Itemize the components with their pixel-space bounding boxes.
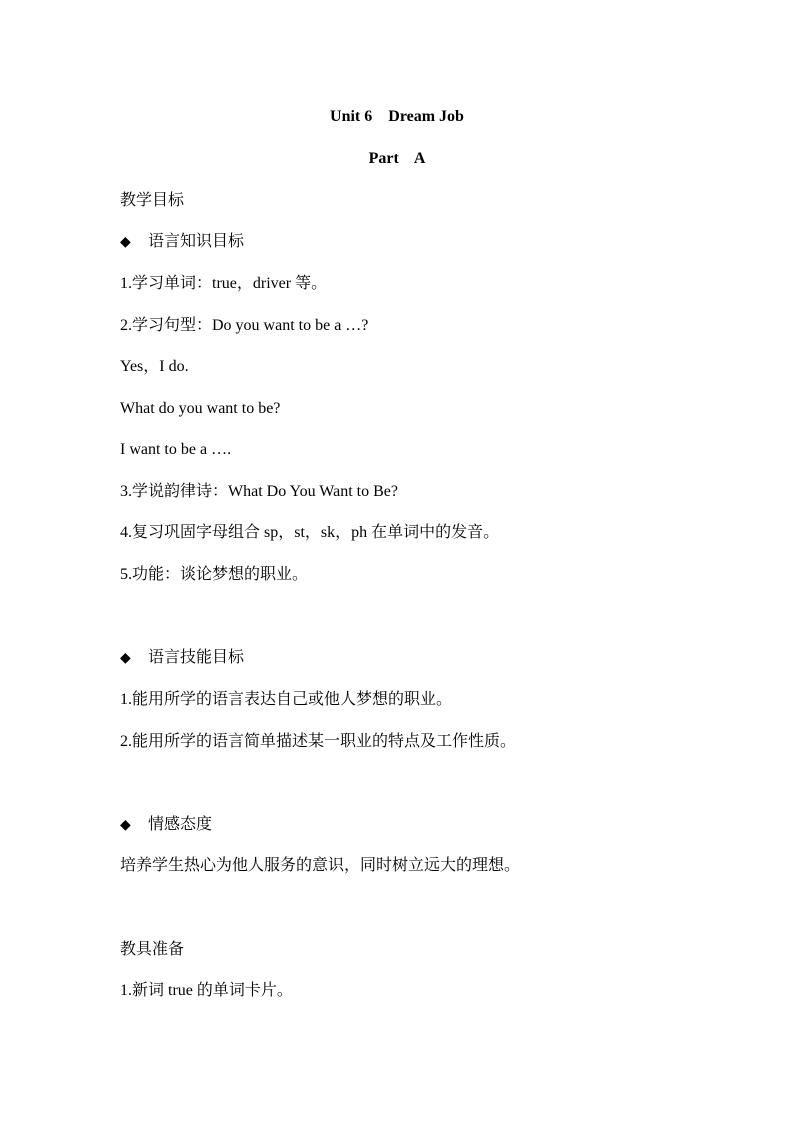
attitude-heading-label: 情感态度 (148, 816, 213, 833)
unit-title: Unit 6 Dream Job (330, 108, 464, 125)
skills-heading (120, 648, 244, 669)
knowledge-item: 1.学习单词：true，driver 等。 (120, 275, 328, 292)
knowledge-item: 4.复习巩固字母组合 sp，st，sk，ph 在单词中的发音。 (120, 524, 500, 541)
diamond-bullet-icon: ◆ (120, 651, 131, 666)
knowledge-item: Yes，I do. (120, 358, 189, 375)
knowledge-item: 3.学说韵律诗：What Do You Want to Be? (120, 483, 398, 500)
diamond-bullet-icon: ◆ (120, 235, 131, 250)
part-title: Part A (368, 150, 426, 167)
knowledge-item: 5.功能：谈论梦想的职业。 (120, 566, 309, 583)
diamond-bullet-icon: ◆ (120, 818, 131, 833)
skills-item: 2.能用所学的语言简单描述某一职业的特点及工作性质。 (120, 733, 517, 750)
knowledge-item: I want to be a …. (120, 441, 232, 458)
attitude-text: 培养学生热心为他人服务的意识，同时树立远大的理想。 (120, 857, 521, 874)
skills-item: 1.能用所学的语言表达自己或他人梦想的职业。 (120, 691, 453, 708)
knowledge-item: What do you want to be? (120, 400, 281, 417)
knowledge-heading-label: 语言知识目标 (148, 233, 245, 250)
materials-heading: 教具准备 (120, 941, 185, 958)
materials-item: 1.新词 true 的单词卡片。 (120, 982, 293, 999)
knowledge-heading (120, 232, 244, 253)
skills-heading-label: 语言技能目标 (148, 649, 245, 666)
objectives-heading: 教学目标 (120, 192, 185, 209)
attitude-heading (120, 815, 212, 836)
knowledge-item: 2.学习句型：Do you want to be a …? (120, 317, 369, 334)
